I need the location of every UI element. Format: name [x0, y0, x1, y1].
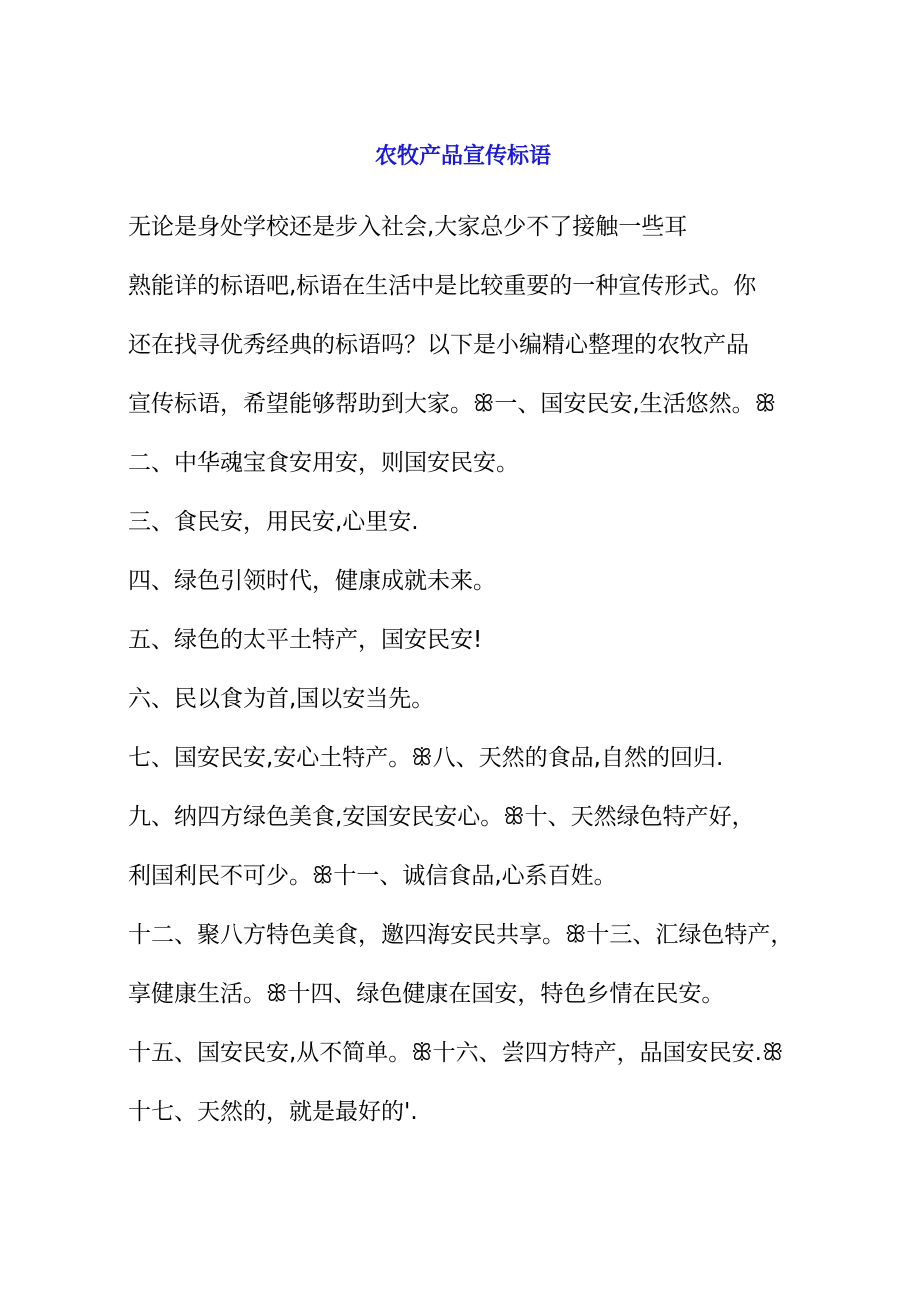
slogan-line: 四、绿色引领时代，健康成就未来。	[128, 568, 496, 594]
slogan-line: 五、绿色的太平土特产，国安民安!	[128, 627, 483, 653]
paragraph-line: 宣传标语，希望能够帮助到大家。ꕥ一、国安民安,生活悠然。ꕥ	[128, 391, 776, 417]
slogan-line: 十七、天然的，就是最好的'.	[128, 1099, 418, 1125]
slogan-line: 六、民以食为首,国以安当先。	[128, 686, 435, 712]
slogan-line: 九、纳四方绿色美食,安国安民安心。ꕥ十、天然绿色特产好，	[128, 804, 755, 830]
paragraph-line: 无论是身处学校还是步入社会,大家总少不了接触一些耳	[128, 214, 688, 240]
slogan-line: 三、食民安，用民安,心里安.	[128, 509, 419, 535]
document-body	[128, 198, 808, 1142]
slogan-line: 享健康生活。ꕥ十四、绿色健康在国安，特色乡情在民安。	[128, 981, 725, 1007]
slogan-line: 二、中华魂宝食安用安，则国安民安。	[128, 450, 519, 476]
slogan-line: 十五、国安民安,从不简单。ꕥ十六、尝四方特产，品国安民安.ꕥ	[128, 1040, 784, 1066]
paragraph-line: 还在找寻优秀经典的标语吗？以下是小编精心整理的农牧产品	[128, 332, 749, 358]
slogan-line: 七、国安民安,安心土特产。ꕥ八、天然的食品,自然的回归.	[128, 745, 724, 771]
document-title: 农牧产品宣传标语	[374, 144, 551, 169]
paragraph-line: 熟能详的标语吧,标语在生活中是比较重要的一种宣传形式。你	[128, 273, 757, 299]
slogan-line: 十二、聚八方特色美食，邀四海安民共享。ꕥ十三、汇绿色特产，	[128, 922, 794, 948]
slogan-line: 利国利民不可少。ꕥ十一、诚信食品,心系百姓。	[128, 863, 617, 889]
